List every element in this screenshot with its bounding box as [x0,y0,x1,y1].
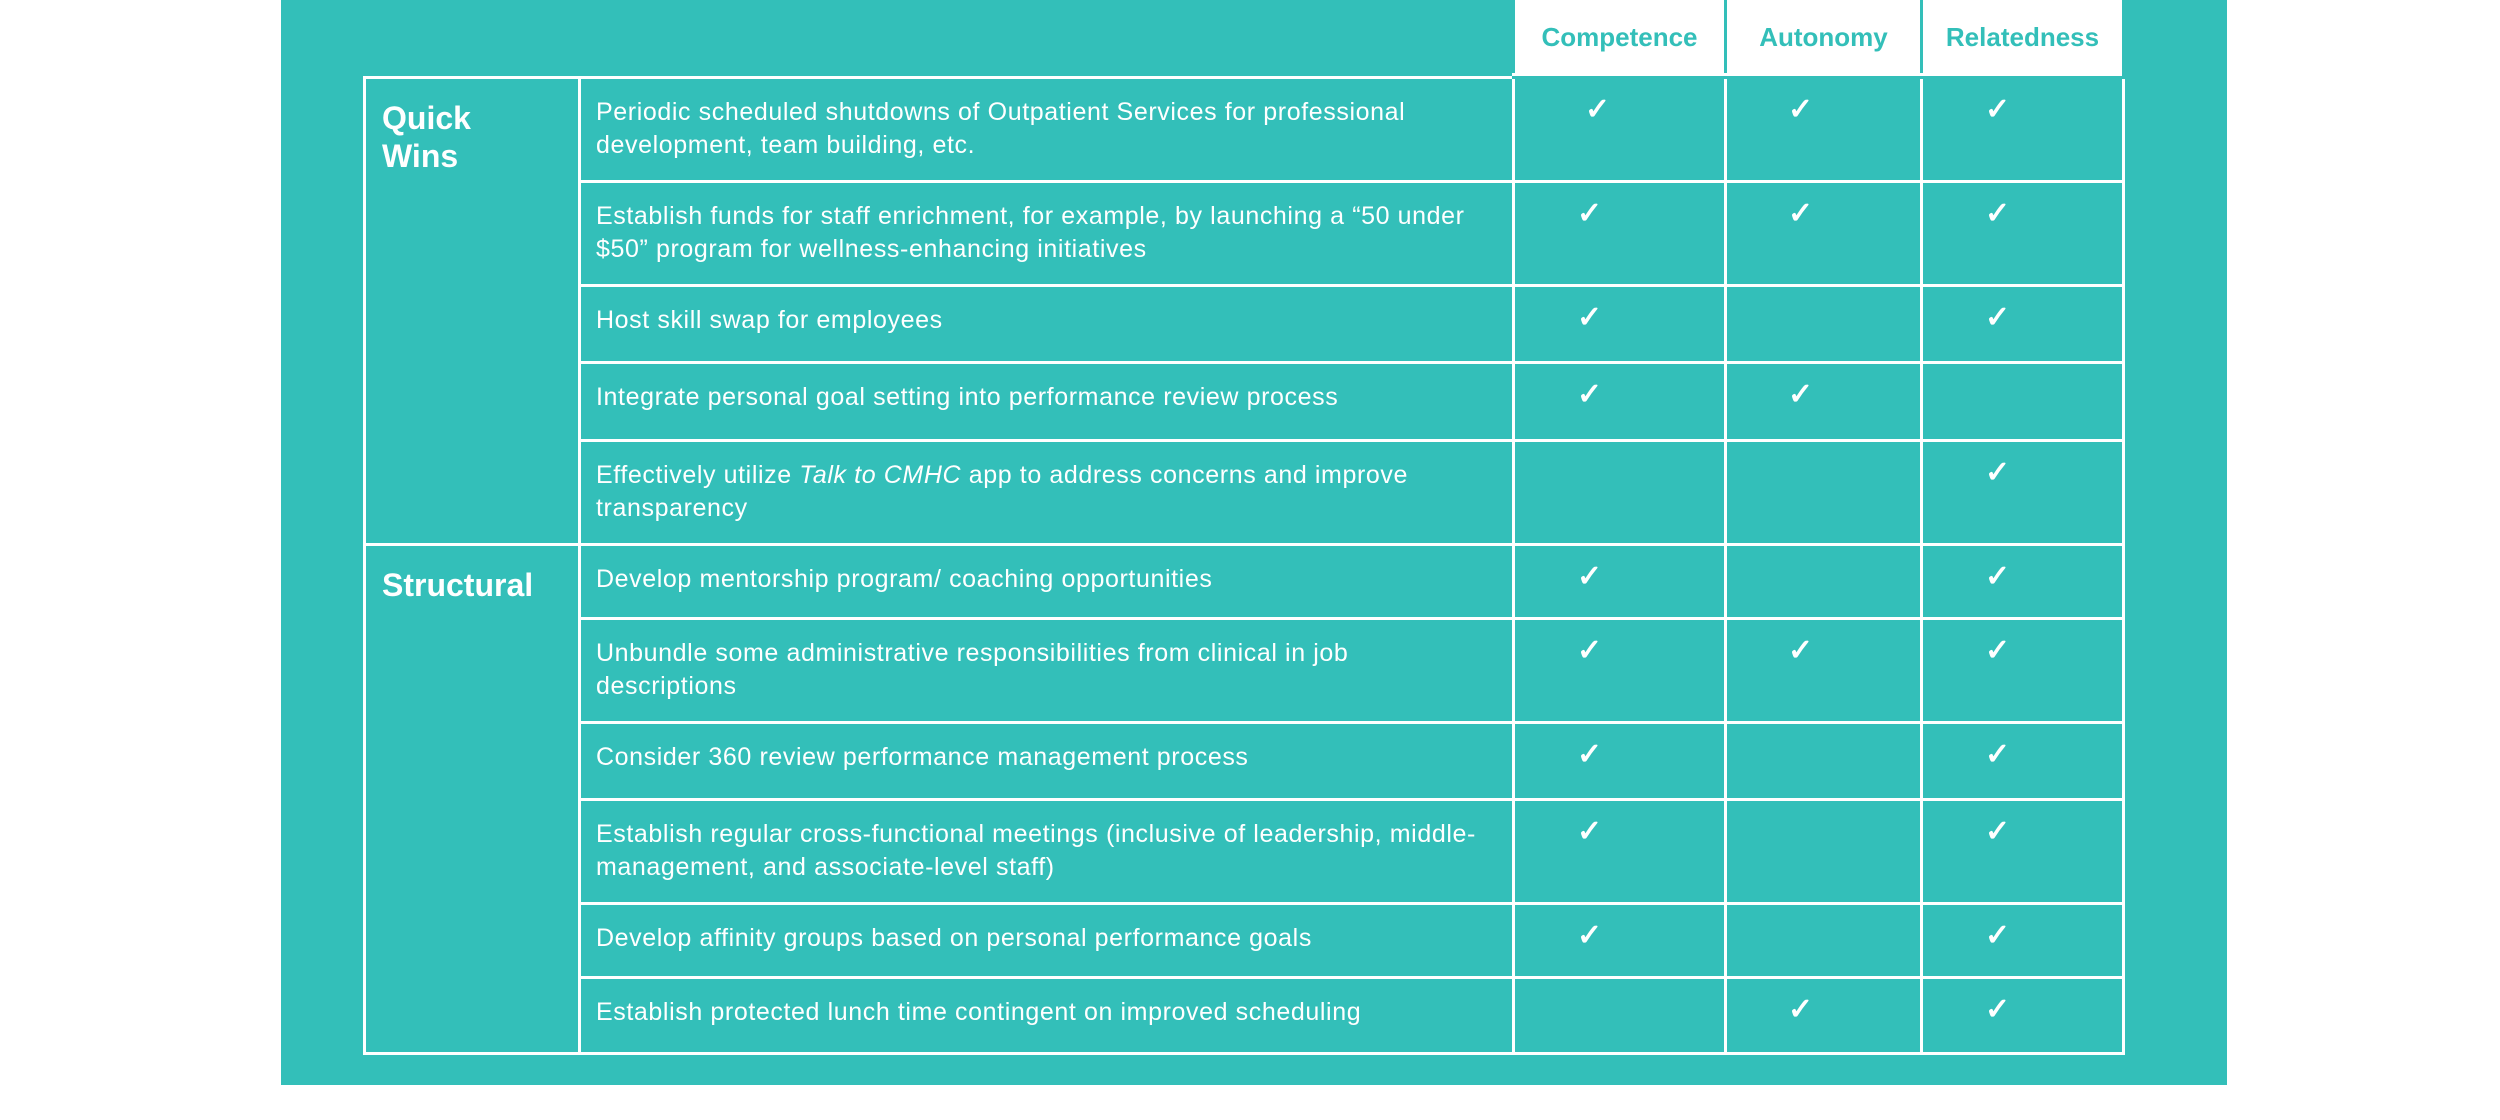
checkmark-icon: ✓ [1985,301,2011,334]
row-description: Unbundle some administrative responsibilities from clinical in job descriptions [596,639,1349,700]
table-cell-competence [1515,620,1727,724]
row-description-part: Effectively utilize [596,461,800,489]
row-description: Host skill swap for employees [596,306,943,334]
row-description: Integrate personal goal setting into performance review process [596,383,1339,411]
table-cell-relatedness [1923,905,2125,979]
column-header-competence: Competence [1515,0,1724,74]
checkmark-icon: ✓ [1985,197,2011,230]
table-cell-relatedness [1923,546,2125,620]
checkmark-icon: ✓ [1577,197,1603,230]
table-cell-relatedness [1923,801,2125,905]
row-description: Periodic scheduled shutdowns of Outpatient Services for professional development, team building, etc. [596,98,1406,159]
checkmark-icon: ✓ [1985,93,2011,126]
table-cell-relatedness [1923,287,2125,364]
checkmark-icon: ✓ [1985,738,2011,771]
checkmark-icon: ✓ [1577,738,1603,771]
row-description: Establish protected lunch time contingent on improved scheduling [596,998,1362,1026]
table-cell-relatedness [1923,620,2125,724]
table-cell-autonomy [1727,620,1923,724]
table-cell-autonomy [1727,364,1923,442]
checkmark-icon: ✓ [1577,301,1603,334]
checkmark-icon: ✓ [1985,634,2011,667]
column-header-relatedness: Relatedness [1923,0,2122,74]
table-cell-competence [1515,979,1727,1055]
table-cell-competence [1515,442,1727,546]
table-cell-relatedness [1923,183,2125,287]
checkmark-icon: ✓ [1985,919,2011,952]
table-cell-competence [1515,364,1727,442]
column-header-autonomy: Autonomy [1727,0,1920,74]
checkmark-icon: ✓ [1788,993,1814,1026]
table-cell-competence [1515,801,1727,905]
checkmark-icon: ✓ [1985,815,2011,848]
table-cell-relatedness [1923,364,2125,442]
table-cell-competence [1515,546,1727,620]
row-description: Establish funds for staff enrichment, for example, by launching a “50 under $50” program for wellness-enhancing initiatives [596,202,1465,263]
table-top-border-right [1512,73,2122,76]
table-cell-autonomy [1727,287,1923,364]
table-cell-competence [1515,183,1727,287]
checkmark-icon: ✓ [1577,919,1603,952]
checkmark-icon: ✓ [1577,560,1603,593]
table-cell-relatedness [1923,79,2125,183]
row-description: Develop affinity groups based on personal performance goals [596,924,1312,952]
checkmark-icon: ✓ [1577,634,1603,667]
checkmark-icon: ✓ [1788,378,1814,411]
checkmark-icon: ✓ [1788,197,1814,230]
table-cell-autonomy [1727,546,1923,620]
table-cell-relatedness [1923,979,2125,1055]
table-cell-competence [1515,905,1727,979]
group-label: Quick Wins [382,100,471,174]
checkmark-icon: ✓ [1985,456,2011,489]
row-description-part: app to address concerns and improve transparency [596,461,1409,522]
checkmark-icon: ✓ [1577,378,1603,411]
checkmark-icon: ✓ [1985,993,2011,1026]
checkmark-icon: ✓ [1577,815,1603,848]
table-cell-competence [1515,79,1727,183]
row-description [596,459,1486,525]
table-cell-autonomy [1727,724,1923,801]
checkmark-icon: ✓ [1985,560,2011,593]
table-cell-autonomy [1727,801,1923,905]
table-cell-relatedness [1923,724,2125,801]
checkmark-icon: ✓ [1585,93,1611,126]
app-name: Talk to CMHC [799,461,962,489]
group-label: Structural [382,567,534,603]
table-cell-competence [1515,724,1727,801]
table-cell-autonomy [1727,183,1923,287]
table-cell-autonomy [1727,905,1923,979]
table-cell-autonomy [1727,79,1923,183]
row-description: Consider 360 review performance management process [596,743,1249,771]
table-cell-autonomy [1727,979,1923,1055]
table-cell-relatedness [1923,442,2125,546]
table-cell-competence [1515,287,1727,364]
row-description: Develop mentorship program/ coaching opportunities [596,565,1213,593]
table-cell-autonomy [1727,442,1923,546]
checkmark-icon: ✓ [1788,634,1814,667]
group-cell [366,546,581,1055]
checkmark-icon: ✓ [1788,93,1814,126]
row-description: Establish regular cross-functional meetings (inclusive of leadership, middle-management, and associate-level staff) [596,820,1476,881]
